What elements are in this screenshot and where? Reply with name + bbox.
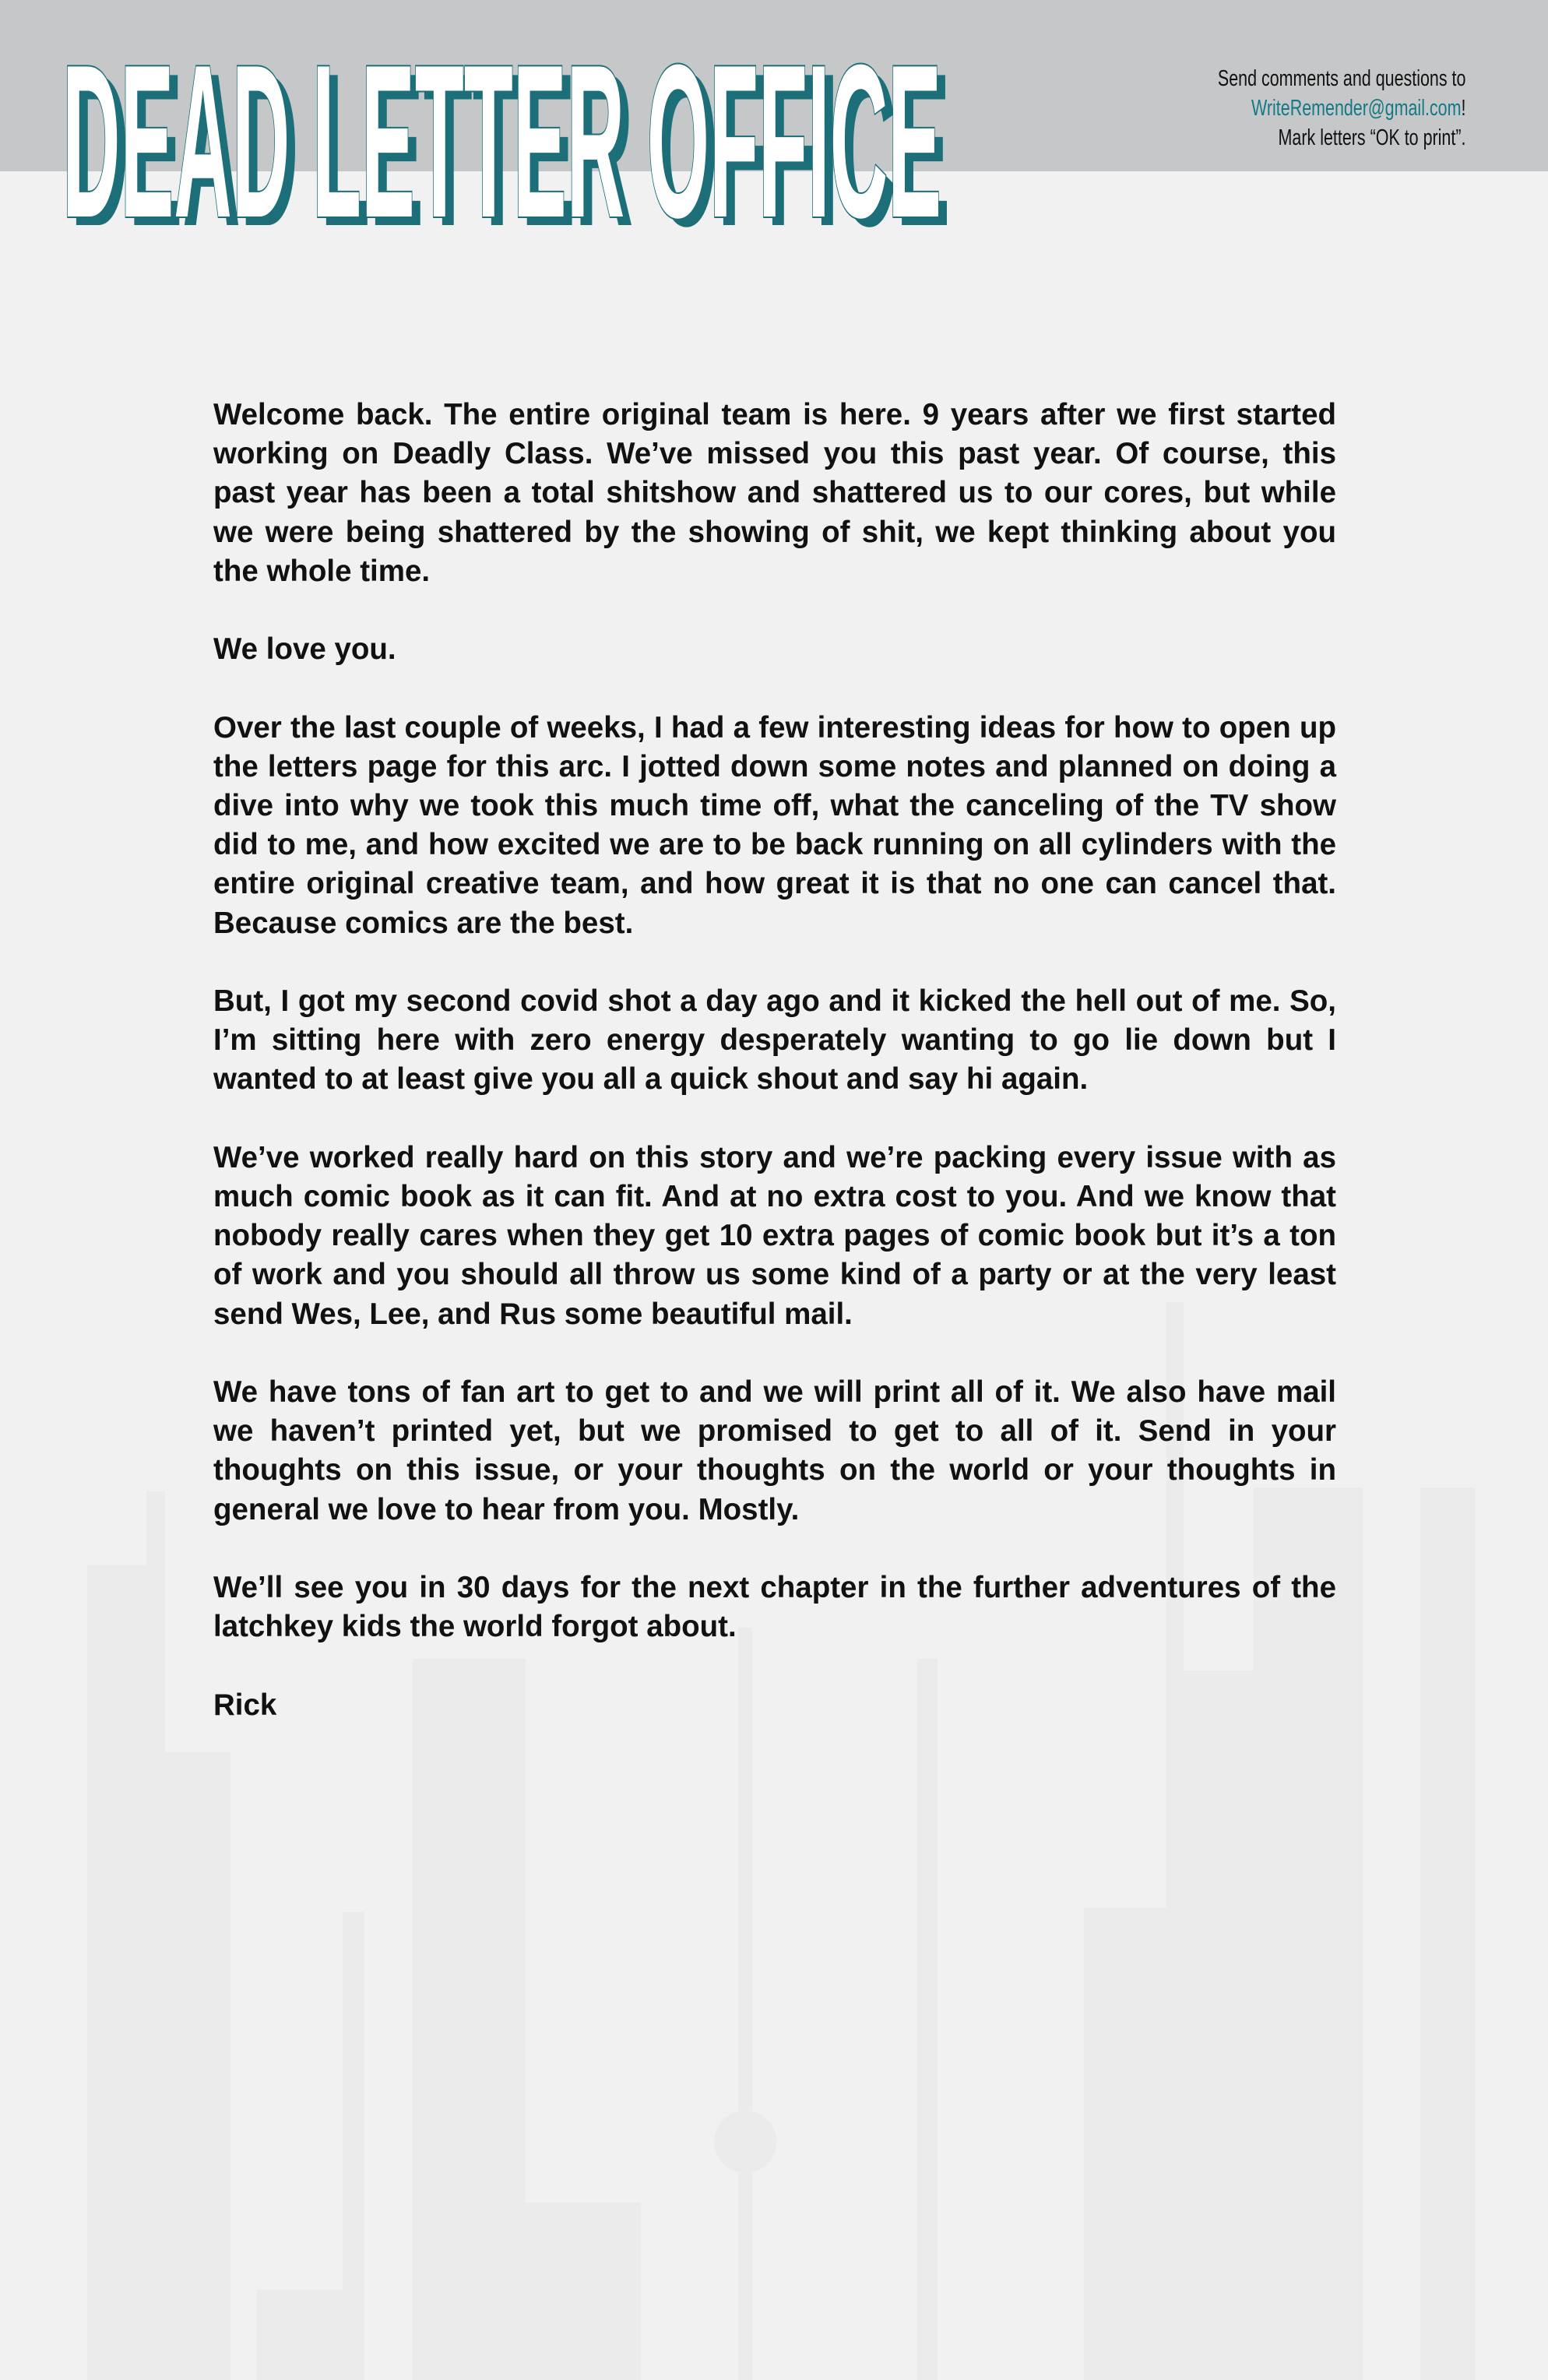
masthead: [62, 20, 997, 272]
letter-paragraph-1: Welcome back. The entire original team is here. 9 years after we first started working on Deadly Class. We’ve missed you this past year. Of course, this past year has been a total shitshow and shattered us to our cores, but while we were being shattered by the showing of shit, we kept thinking about you the whole time.: [213, 398, 1336, 588]
letter-paragraph-5: We’ve worked really hard on this story and we’re packing every issue with as much comic book as it can fit. And at no extra cost to you. And we know that nobody really cares when they get 10 extra pages of comic book but it’s a ton of work and you should all throw us some kind of a party or at the very least send Wes, Lee, and Rus some beautiful mail.: [213, 1140, 1336, 1331]
letter-paragraph-2: We love you.: [213, 632, 396, 667]
contact-line-3: Mark letters “OK to print”.: [1278, 125, 1465, 150]
letter-paragraph-3: Over the last couple of weeks, I had a few interesting ideas for how to open up the letters page for this arc. I jotted down some notes and planned on doing a dive into why we took this much time off, what the canceling of the TV show did to me, and how excited we are to be back running on all cylinders with the entire original creative team, and how great it is that no one can cancel that. Because comics are the best.: [213, 710, 1336, 940]
letter-paragraph-4: But, I got my second covid shot a day ago and it kicked the hell out of me. So, I’m sitting here with zero energy desperately wanting to go lie down but I wanted to at least give you all a quick shout and say hi again.: [213, 984, 1336, 1097]
masthead-title: DEAD LETTER OFFICE: [62, 20, 941, 263]
contact-info: [1217, 64, 1465, 153]
letter-signature: Rick: [213, 1688, 277, 1722]
letter-body: [213, 396, 1336, 1725]
masthead-title-shadow: DEAD LETTER OFFICE: [71, 29, 950, 272]
contact-line-1: Send comments and questions to: [1217, 66, 1465, 91]
contact-line-2: [1217, 93, 1465, 123]
letter-paragraph-6: We have tons of fan art to get to and we will print all of it. We also have mail we haven’t printed yet, but we promised to get to all of it. Send in your thoughts on this issue, or your thoughts on the world or your thoughts in general we love to hear from you. Mostly.: [213, 1375, 1336, 1526]
contact-email-link[interactable]: WriteRemender@gmail.com: [1251, 96, 1462, 121]
masthead-title-svg: [62, 20, 997, 272]
letter-paragraph-7: We’ll see you in 30 days for the next chapter in the further adventures of the latchkey kids the world forgot about.: [213, 1571, 1336, 1644]
contact-email-suffix: !: [1461, 96, 1465, 121]
